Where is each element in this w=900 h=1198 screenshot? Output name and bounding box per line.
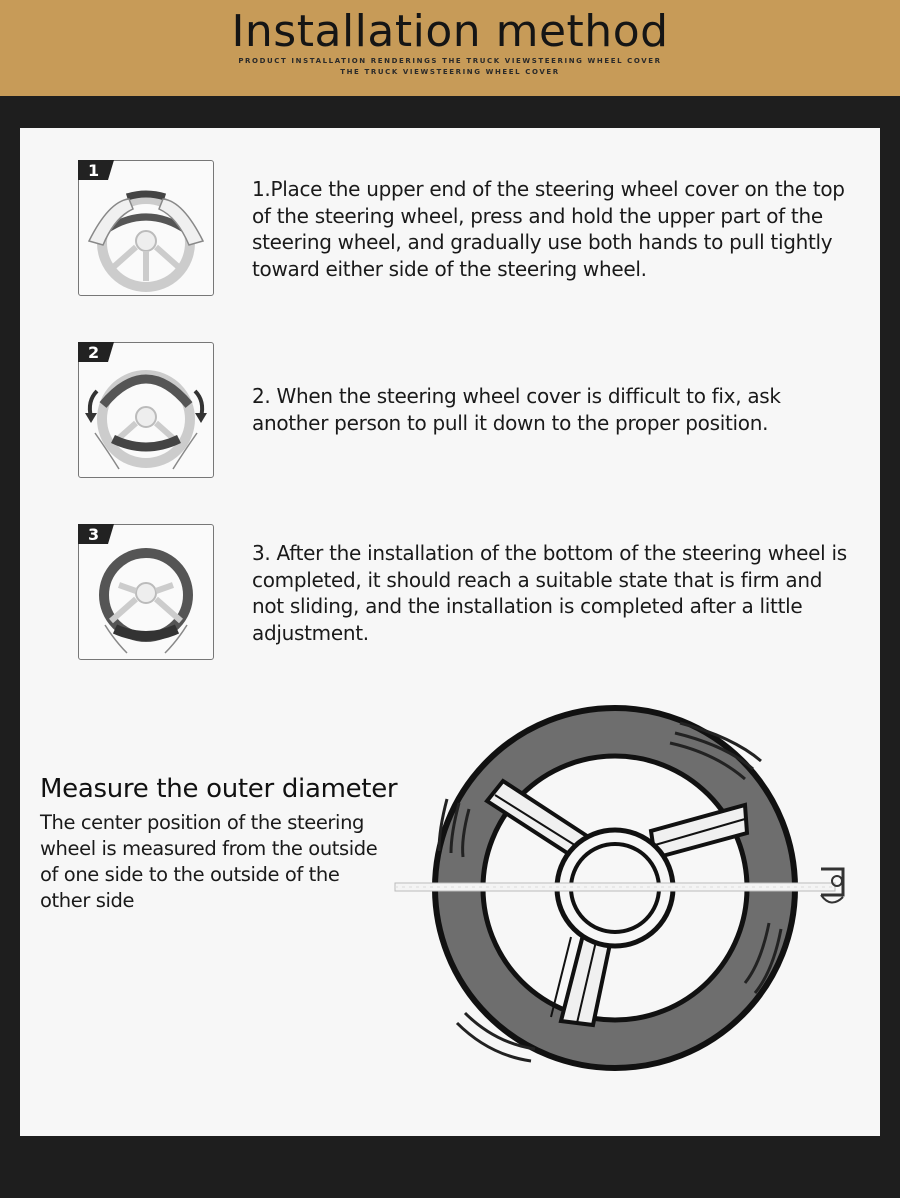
measure-description: The center position of the steering wheel is measured from the outside of one side to the outside of the other side	[40, 811, 378, 912]
step-2-illustration	[78, 342, 214, 478]
hands-pulling-cover-icon	[79, 161, 212, 294]
measure-title: Measure the outer diameter	[40, 774, 398, 804]
step-3-text: 3. After the installation of the bottom of the steering wheel is completed, it should reach a suitable state that is firm and not sliding, and the installation is completed after a little adjustment.	[252, 541, 847, 645]
steering-wheel-measure-diagram	[385, 683, 855, 1093]
step-1-illustration	[78, 160, 214, 296]
step-2-badge	[78, 342, 114, 362]
step-3-illustration	[78, 524, 214, 660]
step-2-number: 2	[88, 343, 100, 362]
dark-band	[0, 96, 900, 128]
page-title: Installation method	[231, 6, 669, 57]
pull-down-cover-icon	[79, 343, 212, 476]
step-3-badge	[78, 524, 114, 544]
step-1-number: 1	[88, 161, 100, 180]
installed-wheel-icon	[79, 525, 212, 658]
step-1-badge	[78, 160, 114, 180]
step-1-text: 1.Place the upper end of the steering wheel cover on the top of the steering wheel, press and hold the upper part of the steering wheel, and gradually use both hands to pull tightly toward either side of the steering wheel.	[252, 177, 845, 281]
header-subtitle-line1: PRODUCT INSTALLATION RENDERINGS THE TRUCK VIEWSTEERING WHEEL COVER	[238, 57, 662, 65]
instruction-panel	[20, 128, 880, 1136]
header-subtitle-line2: THE TRUCK VIEWSTEERING WHEEL COVER	[340, 68, 560, 76]
header-banner	[0, 0, 900, 96]
step-3-number: 3	[88, 525, 100, 544]
bottom-band	[0, 1136, 900, 1198]
step-2-text: 2. When the steering wheel cover is difficult to fix, ask another person to pull it down to the proper position.	[252, 384, 781, 435]
